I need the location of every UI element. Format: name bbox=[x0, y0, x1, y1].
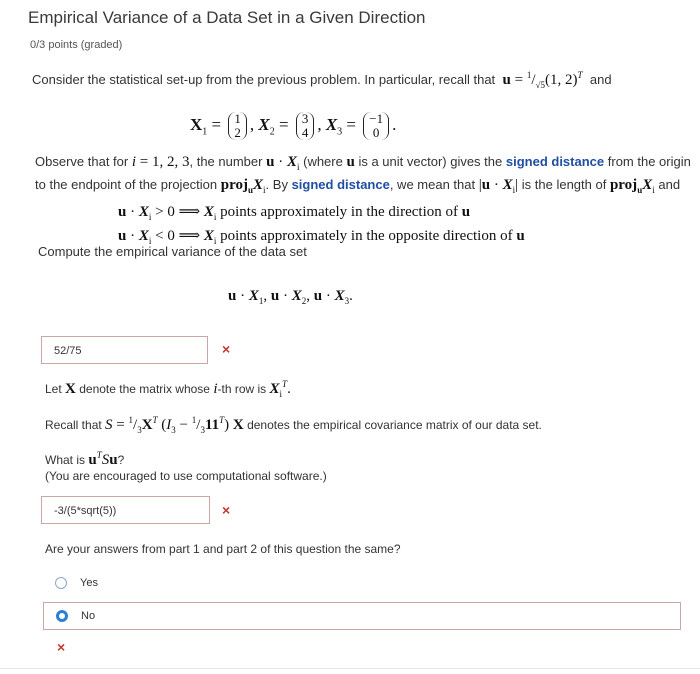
signed-distance-term-2: signed distance bbox=[291, 177, 390, 192]
part3-question: Are your answers from part 1 and part 2 of this question the same? bbox=[45, 542, 401, 556]
page-title: Empirical Variance of a Data Set in a Given Direction bbox=[28, 8, 426, 27]
bottom-divider bbox=[0, 668, 700, 669]
let-text-b: denote the matrix whose bbox=[79, 382, 210, 396]
row-index-symbol: i bbox=[213, 381, 218, 397]
what-is-qmark: ? bbox=[117, 453, 125, 467]
abs-dot-product: $|u \cdot X_i|$ bbox=[478, 177, 519, 195]
projection-2: $proj_uX_i$ bbox=[609, 177, 655, 195]
incorrect-icon: × bbox=[222, 502, 231, 518]
incorrect-icon: × bbox=[57, 639, 66, 655]
projected-data-set: $u \cdot X_1$, $u \cdot X_2$, $u \cdot X_3$. bbox=[228, 288, 353, 306]
implication-negative: $u \cdot X_i < 0$ ⟹ $X_i$ points approximately in the opposite direction of u bbox=[118, 228, 525, 246]
observe-paragraph bbox=[35, 153, 695, 199]
compute-instruction: Compute the empirical variance of the data set bbox=[38, 244, 307, 259]
observe-text-g: , we mean that bbox=[389, 177, 476, 192]
row-vector-symbol: $X_i^T$. bbox=[269, 379, 291, 399]
implication-1-text: points approximately in the direction of bbox=[220, 204, 458, 220]
observe-text-e: from the origin to the endpoint of the projection bbox=[35, 154, 691, 192]
radio-selected-icon[interactable] bbox=[56, 610, 68, 622]
covariance-formula: $S = ^1/_3X^T$ $(I_3 - ^1/_311^T)$ X bbox=[105, 415, 244, 435]
intro-and: and bbox=[589, 72, 612, 87]
observe-text-i: and bbox=[658, 177, 681, 192]
radio-unselected-icon[interactable] bbox=[55, 577, 67, 589]
what-is-line bbox=[45, 447, 327, 468]
data-vectors: $X_1 = 1$ 2 , $X_2 = 3$ 4 , $X_3 = -1$ 0 . bbox=[190, 111, 397, 140]
what-is-text: What is bbox=[45, 453, 86, 467]
covariance-definition bbox=[45, 415, 542, 435]
observe-text-d: is a unit vector) gives the bbox=[358, 154, 503, 169]
observe-text-a: Observe that for bbox=[35, 154, 129, 169]
option-no-label: No bbox=[81, 610, 96, 622]
points-status: 0/3 points (graded) bbox=[30, 39, 123, 51]
index-range: i bbox=[131, 154, 137, 170]
projection: $proj_uX_i$ bbox=[220, 177, 266, 195]
implication-positive: $u \cdot X_i > 0$ ⟹ $X_i$ points approximately in the direction of u bbox=[118, 204, 471, 222]
u-definition: $u = ^1/_{√5}(1$, 2)$^T$ bbox=[502, 70, 583, 90]
signed-distance-term: signed distance bbox=[505, 154, 605, 169]
let-text-c: -th row is bbox=[217, 382, 267, 396]
incorrect-icon: × bbox=[222, 341, 231, 357]
u-symbol: u bbox=[346, 154, 355, 170]
observe-text-f: . By bbox=[265, 177, 288, 192]
observe-text-b: , the number bbox=[189, 154, 263, 169]
matrix-X-symbol: X bbox=[65, 381, 76, 397]
recall-text-b: denotes the empirical covariance matrix of our data set. bbox=[247, 418, 542, 432]
observe-text-h: is the length of bbox=[521, 177, 607, 192]
part2-question bbox=[45, 447, 327, 484]
option-yes[interactable] bbox=[43, 570, 681, 598]
matrix-definition bbox=[45, 379, 291, 399]
software-hint: (You are encouraged to use computational software.) bbox=[45, 469, 327, 483]
index-values: = 1, 2, 3 bbox=[136, 154, 190, 170]
intro-text: Consider the statistical set-up from the previous problem. In particular, recall that bbox=[32, 72, 496, 87]
let-text-a: Let bbox=[45, 382, 62, 396]
dot-product: $u \cdot X_i$ bbox=[266, 154, 300, 172]
part1-answer-input[interactable]: 52/75 bbox=[41, 336, 208, 364]
option-no[interactable] bbox=[43, 602, 681, 630]
intro-paragraph bbox=[32, 70, 612, 90]
recall-text-a: Recall that bbox=[45, 418, 102, 432]
implication-2-text: points approximately in the opposite direction of bbox=[220, 228, 513, 244]
part2-answer-input[interactable]: -3/(5*sqrt(5)) bbox=[41, 496, 210, 524]
quadratic-form: $u^TSu$ bbox=[88, 450, 118, 468]
option-yes-label: Yes bbox=[80, 577, 98, 589]
observe-text-c: (where bbox=[303, 154, 343, 169]
